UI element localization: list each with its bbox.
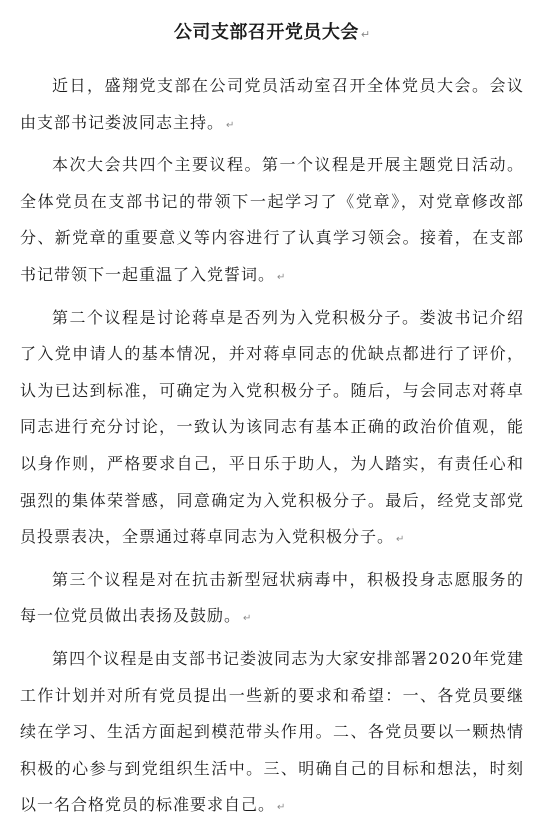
document-title: [20, 20, 524, 48]
paragraph-text: 第四个议程是由支部书记娄波同志为大家安排部署2020年党建工作计划并对所有党员提出一些新的要求和希望：一、各党员要继续在学习、生活方面起到模范带头作用。二、各党员要以一颗热情积极的心参与到党组织生活中。三、明确自己的目标和想法，时刻以一名合格党员的标准要求自己。: [20, 648, 524, 815]
paragraph-mark-icon: ↵: [360, 28, 371, 41]
paragraph-mark-icon: ↵: [396, 534, 405, 546]
paragraph-5: [20, 641, 524, 827]
paragraph-4: [20, 562, 524, 638]
paragraph-text: 本次大会共四个主要议程。第一个议程是开展主题党日活动。全体党员在支部书记的带领下一起学习了《党章》，对党章修改部分、新党章的重要意义等内容进行了认真学习领会。接着，在支部书记带领下一起重温了入党誓词。: [20, 155, 524, 284]
paragraph-2: [20, 147, 524, 296]
paragraph-text: 近日，盛翔党支部在公司党员活动室召开全体党员大会。会议由支部书记娄波同志主持。: [20, 76, 524, 132]
paragraph-1: [20, 68, 524, 144]
paragraph-3: [20, 300, 524, 559]
title-text: 公司支部召开党员大会: [173, 22, 359, 43]
paragraph-text: 第二个议程是讨论蒋卓是否列为入党积极分子。娄波书记介绍了入党申请人的基本情况，并对蒋卓同志的优缺点都进行了评价，认为已达到标准，可确定为入党积极分子。随后，与会同志对蒋卓同志进行充分讨论，一致认为该同志有基本正确的政治价值观，能以身作则，严格要求自己，平日乐于助人，为人踏实，有责任心和强烈的集体荣誉感，同意确定为入党积极分子。最后，经党支部党员投票表决，全票通过蒋卓同志为入党积极分子。: [20, 307, 524, 547]
paragraph-mark-icon: ↵: [277, 271, 286, 283]
paragraph-mark-icon: ↵: [243, 613, 252, 625]
paragraph-mark-icon: ↵: [226, 119, 235, 131]
paragraph-text: 第三个议程是对在抗击新型冠状病毒中，积极投身志愿服务的每一位党员做出表扬及鼓励。: [20, 569, 524, 626]
paragraph-mark-icon: ↵: [277, 802, 286, 814]
